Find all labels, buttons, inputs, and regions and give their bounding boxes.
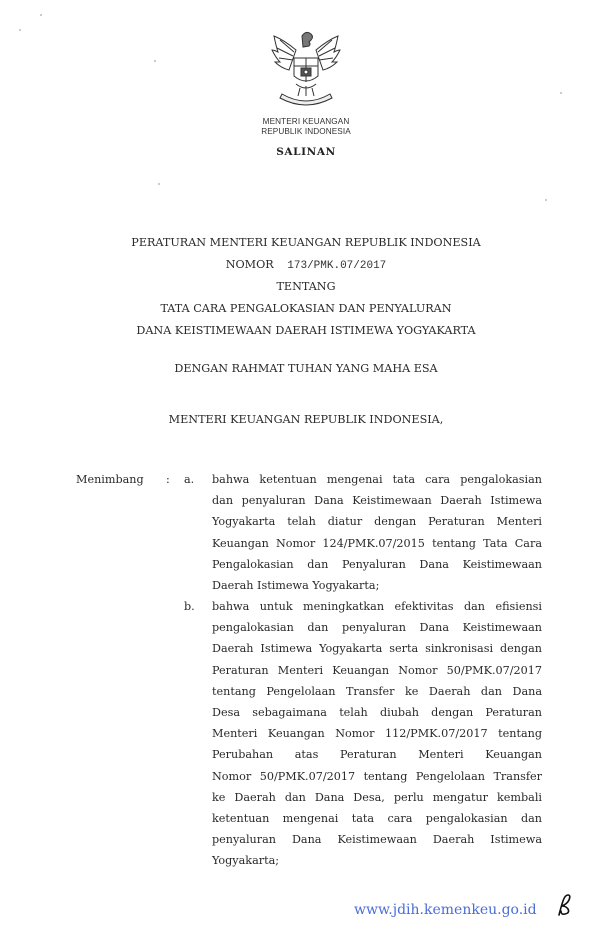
tentang-line: TENTANG (276, 280, 336, 293)
scan-speck (560, 92, 562, 94)
consideration-a (212, 469, 542, 596)
scan-speck (19, 29, 21, 31)
handwritten-initial-icon (553, 891, 571, 917)
paragraph-line: Pengalokasian dan Penyaluran Dana Keistimewaan (212, 557, 542, 571)
item-letter-a: a. (184, 473, 195, 486)
paragraph-line: Peraturan Menteri Keuangan Nomor 50/PMK.07/2017 (212, 663, 542, 677)
item-letter-b: b. (184, 600, 195, 613)
paragraph-line: Daerah Istimewa Yogyakarta; (212, 578, 380, 592)
scan-speck (158, 183, 160, 185)
consideration-b (212, 596, 542, 871)
paragraph-line: dan penyaluran Dana Keistimewaan Daerah Istimewa (212, 494, 542, 508)
invocation-text: DENGAN RAHMAT TUHAN YANG MAHA ESA (174, 362, 438, 375)
paragraph-line: ketentuan mengenai tata cara pengalokasian dan (212, 811, 542, 825)
ministry-name-line2: REPUBLIK INDONESIA (261, 127, 351, 136)
jdih-website-link[interactable]: www.jdih.kemenkeu.go.id (354, 902, 537, 918)
paragraph-line: Yogyakarta; (212, 854, 280, 868)
paragraph-line: Daerah Istimewa Yogyakarta serta sinkronisasi dengan (212, 642, 542, 656)
nomor-line (0, 254, 612, 276)
regulation-title (0, 232, 612, 342)
paragraph-line: ke Daerah dan Dana Desa, perlu mengatur kembali (212, 790, 542, 804)
authority (0, 409, 612, 431)
ministry-name-line1: MENTERI KEUANGAN (262, 117, 350, 126)
scan-speck (154, 60, 156, 62)
considerations-label: Menimbang (76, 473, 144, 486)
subject-line-1: TATA CARA PENGALOKASIAN DAN PENYALURAN (160, 302, 452, 315)
copy-stamp: SALINAN (276, 146, 336, 158)
invocation (0, 358, 612, 380)
paragraph-line: penyaluran Dana Keistimewaan Daerah Istimewa (212, 833, 542, 847)
garuda-pancasila-emblem-icon (266, 28, 346, 112)
nomor-value: 173/PMK.07/2017 (287, 260, 387, 272)
paragraph-line: Yogyakarta telah diatur dengan Peraturan Menteri (212, 515, 542, 529)
paragraph-line: Perubahan atas Peraturan Menteri Keuangan (212, 748, 542, 762)
paragraph-line: bahwa ketentuan mengenai tata cara pengalokasian (212, 473, 542, 486)
nomor-label: NOMOR (225, 258, 274, 271)
paragraph-line: Keuangan Nomor 124/PMK.07/2015 tentang Tata Cara (212, 536, 542, 550)
scan-speck (545, 199, 547, 201)
paragraph-line: bahwa untuk meningkatkan efektivitas dan efisiensi (212, 600, 542, 613)
paragraph-line: tentang Pengelolaan Transfer ke Daerah dan Dana (212, 684, 542, 698)
paragraph-line: Nomor 50/PMK.07/2017 tentang Pengelolaan Transfer (212, 769, 542, 783)
paragraph-line: Desa sebagaimana telah diubah dengan Peraturan (212, 705, 542, 719)
considerations-colon: : (166, 473, 170, 486)
title-line: PERATURAN MENTERI KEUANGAN REPUBLIK INDONESIA (131, 236, 481, 249)
paragraph-line: pengalokasian dan penyaluran Dana Keistimewaan (212, 621, 542, 635)
scan-speck (40, 14, 42, 16)
subject-line-2: DANA KEISTIMEWAAN DAERAH ISTIMEWA YOGYAKARTA (136, 324, 476, 337)
authority-text: MENTERI KEUANGAN REPUBLIK INDONESIA, (168, 413, 444, 426)
paragraph-line: Menteri Keuangan Nomor 112/PMK.07/2017 tentang (212, 727, 542, 741)
